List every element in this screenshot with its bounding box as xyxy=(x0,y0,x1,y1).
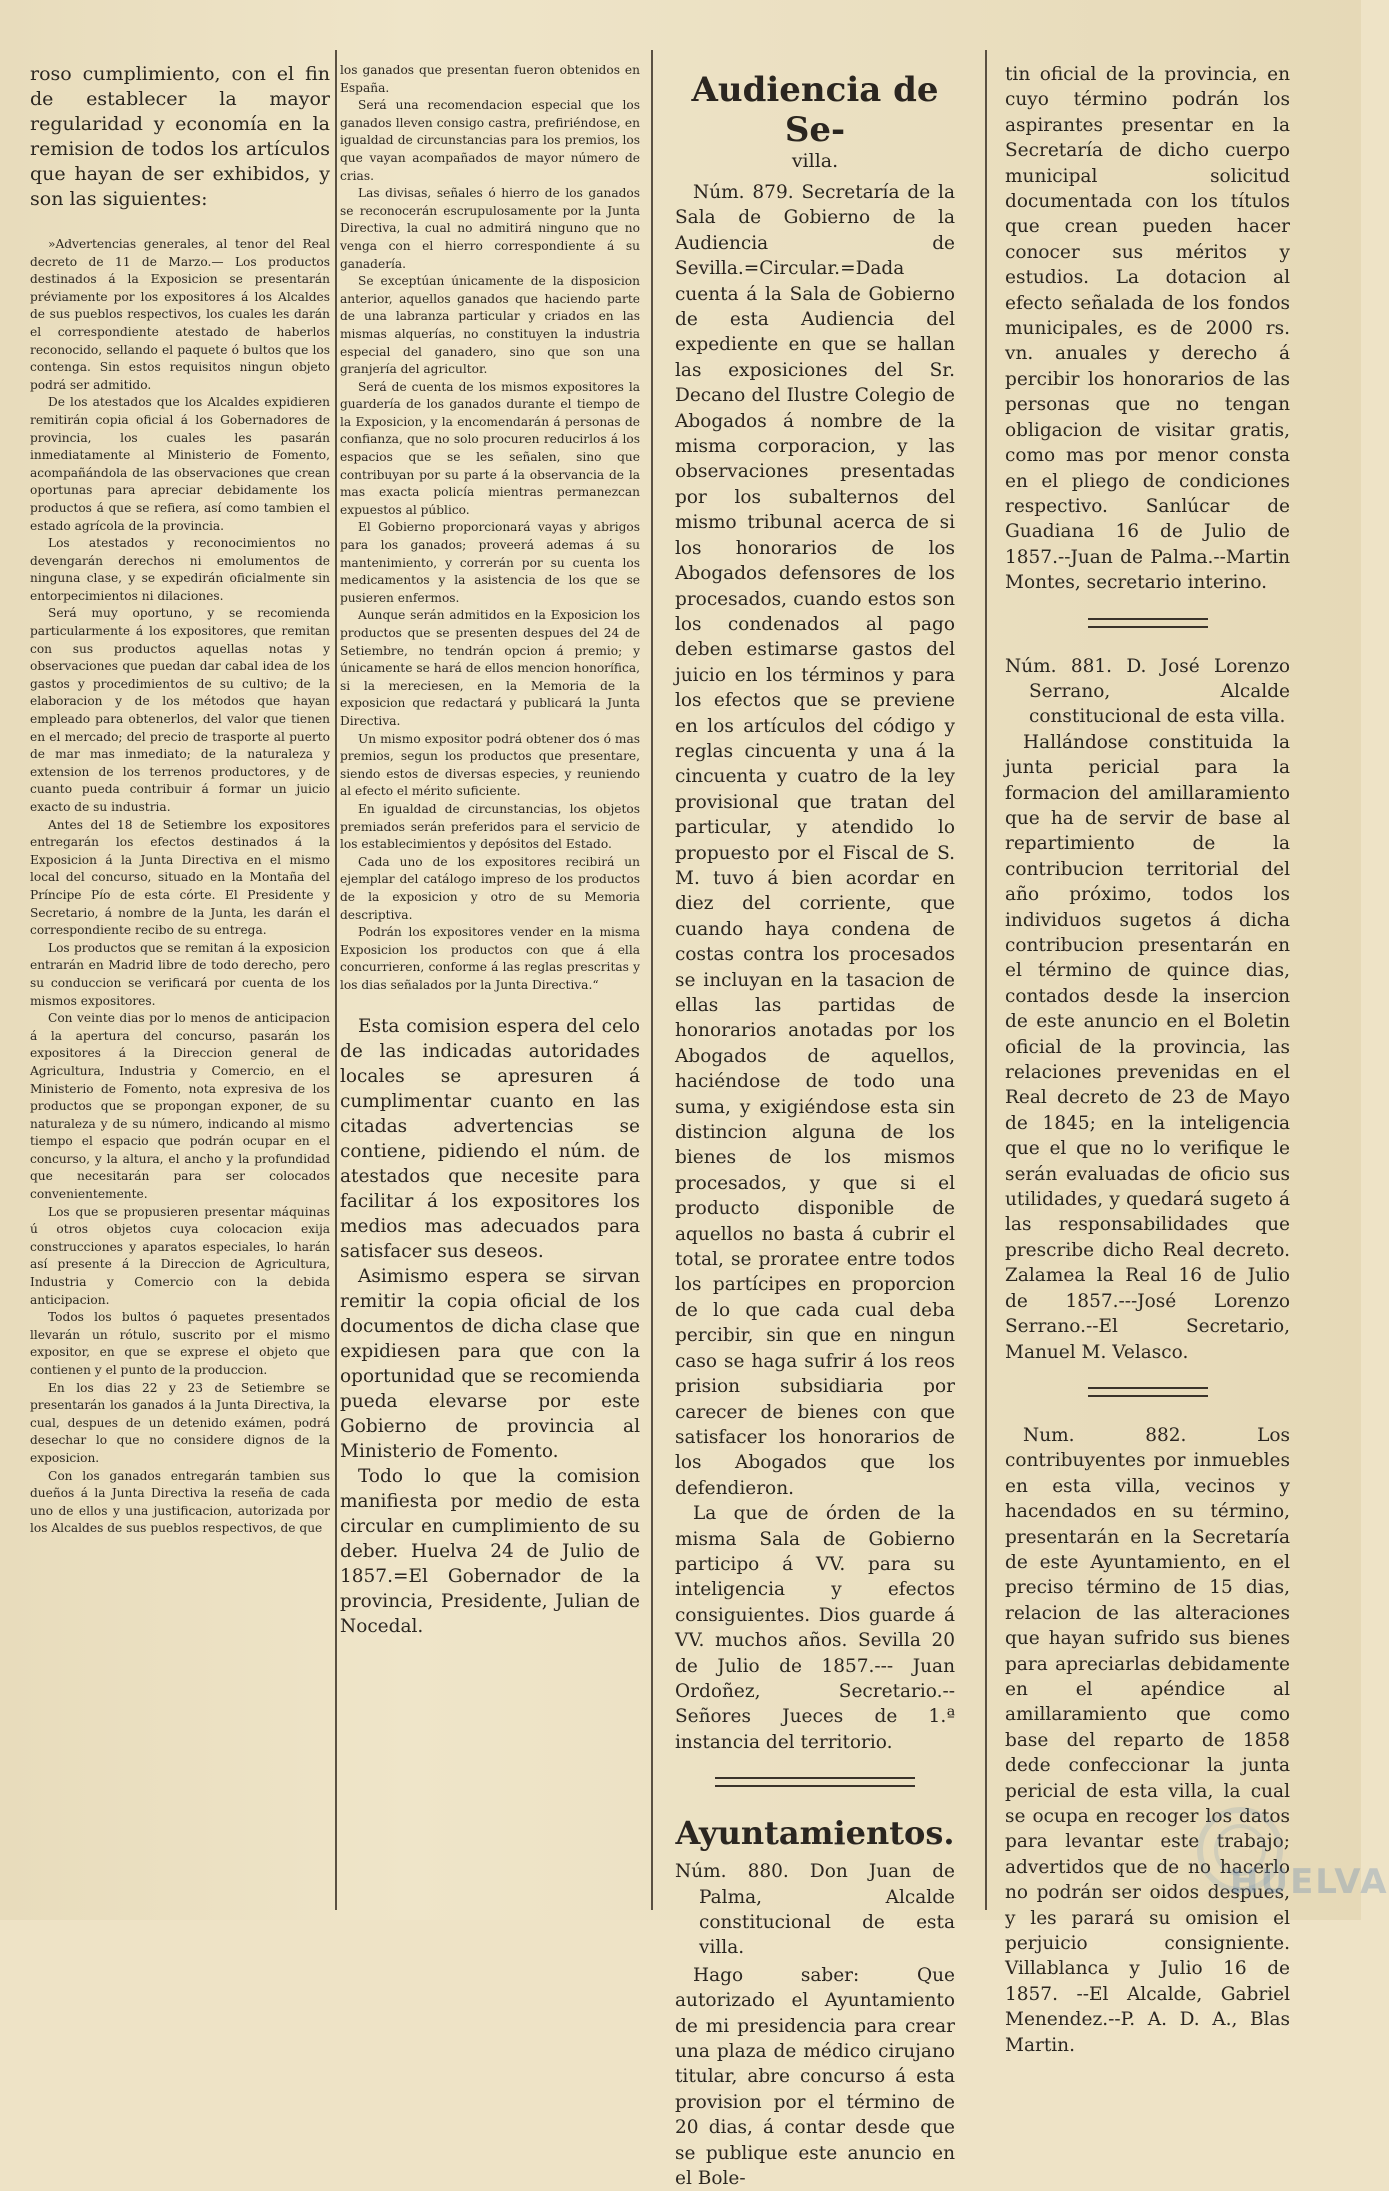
paragraph: Se exceptúan únicamente de la disposicion anterior, aquellos ganados que haciendo parte de una labranza particular y criados en las mismas alquerías, no constituyen la industria especial del ganadero, sino que son una granjería del agricultor. xyxy=(340,274,640,377)
column-4 xyxy=(1005,62,1290,2058)
column-2 xyxy=(340,62,640,1639)
paragraph: Hallándose constituida la junta pericial para la formacion del amillaramiento que ha de servir de base al repartimiento de la contribucion territorial del año próximo, todos los individuos sugetos á dicha contribucion presentarán en el término de quince dias, contados desde la insercion de este anuncio en el Boletin oficial de la provincia, las relaciones prevenidas en el Real decreto de 23 de Mayo de 1845; en la inteligencia que el que no lo verifique le serán evaluadas de oficio sus utilidades, y quedará sugeto á las responsabilidades que prescribe dicho Real decreto. Zalamea la Real 16 de Julio de 1857.---José Lorenzo Serrano.--El Secretario, Manuel M. Velasco. xyxy=(1005,731,1290,1363)
paragraph: El Gobierno proporcionará vayas y abrigos para los ganados; proveerá ademas á su mantenimiento, y correrán por su cuenta los medicamentos y la asistencia de los que se pusieren enfermos. xyxy=(340,520,640,605)
watermark-text: HUELVA xyxy=(1230,1862,1389,1902)
paragraph: Hago saber: Que autorizado el Ayuntamiento de mi presidencia para crear una plaza de médico cirujano titular, abre concurso á esta provision por el término de 20 dias, á contar desde que se publique este anuncio en el Bole- xyxy=(675,1964,955,2190)
paragraph: Los que se propusieren presentar máquinas ú otros objetos cuya colocacion exija construcciones y aparatos especiales, lo harán así presente á la Direccion de Agricultura, Industria y Comercio con la debida anticipacion. xyxy=(30,1204,330,1307)
column-rule xyxy=(335,50,337,1910)
column-1 xyxy=(30,62,330,1538)
notice-880-continued xyxy=(1005,62,1290,596)
paragraph: Con los ganados entregarán tambien sus dueños á la Junta Directiva la reseña de cada uno de ellos y una justificacion, autorizada por los Alcaldes de sus pueblos respectivos, de que xyxy=(30,1468,330,1536)
paragraph: Un mismo expositor podrá obtener dos ó mas premios, segun los productos que presentare, siendo estos de diversas especies, y reuniendo al efecto el mérito suficiente. xyxy=(340,731,640,799)
paragraph: Podrán los expositores vender en la misma Exposicion los productos con que á ella concurrieren, conforme á las reglas prescritas y los dias señalados por la Junta Directiva.“ xyxy=(340,925,640,992)
paragraph: Cada uno de los expositores recibirá un ejemplar del catálogo impreso de los productos de la exposicion y otro de su Memoria descriptiva. xyxy=(340,854,640,922)
notice-heading: Núm. 881. D. José Lorenzo Serrano, Alcalde constitucional de esta villa. xyxy=(1005,655,1290,728)
paragraph: Núm. 879. Secretaría de la Sala de Gobierno de la Audiencia de Sevilla.=Circular.=Dada cuenta á la Sala de Gobierno de esta Audiencia del expediente en que se hallan las exposiciones del Sr. Decano del Ilustre Colegio de Abogados á nombre de la misma corporacion, y las observaciones presentadas por los subalternos del mismo tribunal acerca de si los honorarios de los Abogados defensores de los procesados, cuando estos son los condenados al pago deben estimarse gastos del juicio en los términos y para los efectos que se previene en los artículos del código y reglas cincuenta y una á la cincuenta y cuatro de la ley provisional que tratan del particular, y atendido lo propuesto por el Fiscal de S. M. tuvo á bien acordar en diez del corriente, que cuando haya condena de costas contra los procesados se incluyan en la tasacion de ellas las partidas de honorarios anotadas por los Abogados de aquellos, haciéndose de todo una suma, y exigiéndose esta sin distincion alguna de los bienes de los mismos procesados, y que si el producto disponible de aquellos no basta á cubrir el total, se proratee entre todos los partícipes en proporcion de lo que cada cual deba percibir, sin que en ningun caso se haga sufrir á los reos prision subsidiaria por carecer de bienes con que satisfacer los honorarios de los Abogados que los defendieron. xyxy=(675,182,955,1499)
col2-advertencias xyxy=(340,62,640,994)
notice-881 xyxy=(1005,654,1290,1365)
paragraph: Aunque serán admitidos en la Exposicion los productos que se presenten despues del 24 de Setiembre, no tendrán opcion á premio; y únicamente se hará de ellos mencion honorífica, si la mereciesen, en la Memoria de la exposicion que redactará y publicará la Junta Directiva. xyxy=(340,608,640,728)
paragraph: Todos los bultos ó paquetes presentados llevarán un rótulo, suscrito por el mismo expositor, en que se exprese el objeto que contienen y el punto de la produccion. xyxy=(30,1310,330,1377)
paragraph: Todo lo que la comision manifiesta por medio de esta circular en cumplimiento de su deber. Huelva 24 de Julio de 1857.=El Gobernador de la provincia, Presidente, Julian de Nocedal. xyxy=(340,1466,640,1638)
notice-879 xyxy=(675,180,955,1755)
paragraph: La que de órden de la misma Sala de Gobierno participo á VV. para su inteligencia y efectos consiguientes. Dios guarde á VV. muchos años. Sevilla 20 de Julio de 1857.--- Juan Ordoñez, Secretario.--Señores Jueces de 1.ª instancia del territorio. xyxy=(675,1503,955,1753)
paragraph: Los atestados y reconocimientos no devengarán derechos ni emolumentos de ninguna clase, y se expedirán oficialmente sin entorpecimientos ni dilaciones. xyxy=(30,536,330,603)
section-separator xyxy=(715,1777,915,1787)
notice-880 xyxy=(675,1859,955,2191)
paragraph: Esta comision espera del celo de las indicadas autoridades locales se apresuren á cumplimentar cuanto en las citadas advertencias se contiene, pidiendo el núm. de atestados que necesite para facilitar á los expositores los medios mas adecuados para satisfacer sus deseos. xyxy=(340,1016,640,1263)
paragraph: Asimismo espera se sirvan remitir la copia oficial de los documentos de dicha clase que expidiesen para que con la oportunidad que se recomienda pueda elevarse por este Gobierno de provincia al Ministerio de Fomento. xyxy=(340,1266,640,1463)
paragraph: »Advertencias generales, al tenor del Real decreto de 11 de Marzo.— Los productos destinados á la Exposicion se presentarán préviamente por los expositores á los Alcaldes de sus pueblos respectivos, los cuales les darán el correspondiente atestado de haberlos reconocido, sellando el paquete ó bultos que los contenga. Sin estos requisitos ningun objeto podrá ser admitido. xyxy=(30,237,330,392)
paragraph: Será una recomendacion especial que los ganados lleven consigo castra, prefiriéndose, en igualdad de circunstancias para los premios, los que vayan acompañados de mayor número de crias. xyxy=(340,98,640,183)
paragraph: Num. 882. Los contribuyentes por inmuebles en esta villa, vecinos y hacendados en su término, presentarán en la Secretaría de este Ayuntamiento, en el preciso término de 15 dias, relacion de las alteraciones que hayan sufrido sus bienes para apreciarlas debidamente en el apéndice al amillaramiento que como base del reparto de 1858 dede confeccionar la junta pericial de esta villa, la cual se ocupa en recoger los datos para levantar este trabajo; advertidos que de no hacerlo no podrán ser oidos despues, y les parará su omision el perjuicio consigniente. Villablanca y Julio 16 de 1857. --El Alcalde, Gabriel Menendez.--P. A. D. A., Blas Martin. xyxy=(1005,1424,1290,2056)
section-separator xyxy=(1088,1387,1208,1397)
paragraph: En los dias 22 y 23 de Setiembre se presentarán los ganados á la Junta Directiva, la cual, despues de un detenido exámen, podrá desechar lo que no considere dignos de la exposicion. xyxy=(30,1380,330,1465)
column-rule xyxy=(651,50,653,1910)
column-3 xyxy=(675,62,955,2191)
column-rule xyxy=(985,50,987,1910)
paragraph: tin oficial de la provincia, en cuyo término podrán los aspirantes presentar en la Secretaría de dicho cuerpo municipal solicitud documentada con los títulos que crean pueden hacer conocer sus méritos y estudios. La dotacion al efecto señalada de los fondos municipales, es de 2000 rs. vn. anuales y derecho á percibir los honorarios de las personas que no tengan obligacion de visitar gratis, como mas por menor consta en el pliego de condiciones respectivo. Sanlúcar de Guadiana 16 de Julio de 1857.--Juan de Palma.--Martin Montes, secretario interino. xyxy=(1005,64,1290,594)
paragraph: Las divisas, señales ó hierro de los ganados se reconocerán escrupulosamente por la Junta Directiva, la cual no admitirá ninguno que no venga con el hierro correspondiente á su ganadería. xyxy=(340,186,640,271)
paragraph: Antes del 18 de Setiembre los expositores entregarán los efectos destinados á la Exposicion á la Junta Directiva en el mismo local del concurso, situado en la Montaña del Príncipe Pío de esta córte. El Presidente y Secretario, á nombre de la Junta, les darán el correspondiente recibo de su entrega. xyxy=(30,817,330,938)
paragraph: Será muy oportuno, y se recomienda particularmente á los expositores, que remitan con sus productos aquellas notas y observaciones que puedan dar cabal idea de los gastos y procedimientos de su cultivo; de la elaboracion y de los métodos que hayan empleado para obtenerlos, del valor que tienen en el mercado; del precio de trasporte al puerto de mar mas inmediato; de la naturaleza y extension de los terrenos productores, y de cuanto pueda contribuir á formar un juicio exacto de su industria. xyxy=(30,606,330,814)
paragraph: De los atestados que los Alcaldes expidieren remitirán copia oficial á los Gobernadores de provincia, los cuales les pasarán inmediatamente al Ministerio de Fomento, acompañándola de las observaciones que crean oportunas para apreciar debidamente los productos á que se refiera, así como tambien el estado agrícola de la provincia. xyxy=(30,395,330,533)
section-heading-audiencia-sub: villa. xyxy=(791,150,839,172)
section-heading-audiencia: Audiencia de Se- xyxy=(691,70,939,150)
paragraph: Será de cuenta de los mismos expositores la guardería de los ganados durante el tiempo de la Exposicion, y la encomendarán á personas de confianza, que no solo procuren reducirlos á los espacios que se les señalen, sino que contribuyan por su parte á la observancia de la mas exacta policía mientras permanezcan expuestos al público. xyxy=(340,379,640,517)
section-separator xyxy=(1088,618,1208,628)
col1-advertencias xyxy=(30,236,330,1538)
section-heading-ayuntamientos: Ayuntamientos. xyxy=(675,1814,955,1853)
notice-heading: Núm. 880. Don Juan de Palma, Alcalde constitucional de esta villa. xyxy=(675,1861,955,1959)
col2-comision xyxy=(340,1014,640,1639)
notice-882 xyxy=(1005,1423,1290,2058)
col1-intro: roso cumplimiento, con el fin de establecer la mayor regularidad y economía en la remision de todos los artículos que hayan de ser exhibidos, y son las siguientes: xyxy=(30,63,330,210)
paragraph: los ganados que presentan fueron obtenidos en España. xyxy=(340,63,640,95)
paragraph: En igualdad de circunstancias, los objetos premiados serán preferidos para el servicio de los establecimientos y depósitos del Estado. xyxy=(340,801,640,852)
paragraph: Los productos que se remitan á la exposicion entrarán en Madrid libre de todo derecho, pero su conduccion se verificará por cuenta de los mismos expositores. xyxy=(30,940,330,1008)
paragraph: Con veinte dias por lo menos de anticipacion á la apertura del concurso, pasarán los expositores á la Direccion general de Agricultura, Industria y Comercio, en el Ministerio de Fomento, nota expresiva de los productos que se propongan exponer, de su naturaleza y de su número, indicando al mismo tiempo el espacio que podrán ocupar en el concurso, y la altura, el ancho y la profundidad que necesitarán para ser colocados convenientemente. xyxy=(30,1011,330,1202)
